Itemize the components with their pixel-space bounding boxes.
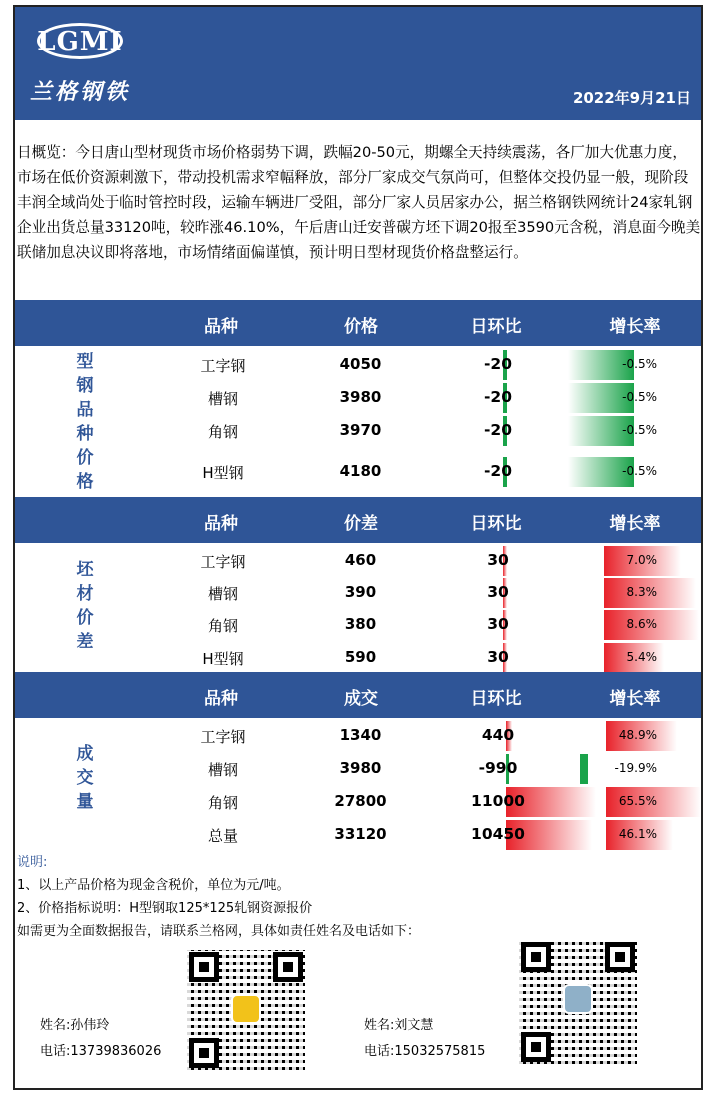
- row-change: [428, 818, 568, 851]
- report-date: 2022年9月21日: [572, 89, 691, 107]
- row-change: [428, 544, 568, 577]
- rate-value: 46.1%: [618, 827, 657, 841]
- category-label: 型 钢 品 种 价 格: [76, 352, 94, 492]
- table-row: [153, 348, 701, 381]
- notes-title: 说明:: [17, 855, 48, 870]
- row-value: 4180: [339, 462, 382, 480]
- column-header: 品种: [204, 689, 238, 709]
- lgmi-logo: [29, 19, 139, 109]
- rate-value: -0.5%: [622, 423, 657, 437]
- row-product: 工字钢: [200, 728, 246, 746]
- column-header: 价差: [344, 514, 378, 534]
- row-product: H型钢: [202, 464, 244, 482]
- contact-name: 姓名:刘文慧: [364, 1018, 434, 1033]
- row-change: [428, 348, 568, 381]
- table-row: [153, 414, 701, 447]
- row-change: [428, 381, 568, 414]
- row-growth-rate: [568, 752, 701, 785]
- rate-value: 7.0%: [626, 553, 657, 567]
- report-card: [13, 5, 703, 1090]
- rate-value: -0.5%: [622, 464, 657, 478]
- row-value: 27800: [334, 792, 387, 810]
- change-value: 440: [481, 726, 515, 744]
- change-value: 10450: [471, 825, 525, 843]
- row-value: 33120: [334, 825, 387, 843]
- row-change: [428, 455, 568, 488]
- change-value: 30: [487, 551, 509, 569]
- row-change: [428, 608, 568, 641]
- row-growth-rate: [568, 719, 701, 752]
- row-growth-rate: [568, 455, 701, 488]
- row-growth-rate: [568, 608, 701, 641]
- notes: [17, 851, 701, 943]
- row-value: 3970: [339, 421, 382, 439]
- row-value: 4050: [339, 355, 382, 373]
- logo-chinese-name: 兰格钢铁: [29, 80, 130, 105]
- logo-letters: LGMI: [37, 27, 123, 57]
- qr-code-1: [187, 950, 305, 1070]
- table-row: [153, 455, 701, 488]
- row-change: [428, 576, 568, 609]
- row-value: 3980: [339, 759, 382, 777]
- column-header: 品种: [204, 514, 238, 534]
- table-row: [153, 641, 701, 674]
- row-value: 390: [344, 583, 377, 601]
- rate-value: 8.3%: [626, 585, 657, 599]
- change-value: 11000: [471, 792, 525, 810]
- rate-value: 48.9%: [618, 728, 657, 742]
- qr-eye-icon: [605, 942, 635, 972]
- table-row: [153, 752, 701, 785]
- contact-2: [364, 1013, 485, 1065]
- column-header: 增长率: [609, 317, 661, 337]
- column-header: 日环比: [470, 317, 522, 337]
- change-value: 30: [487, 648, 509, 666]
- row-growth-rate: [568, 544, 701, 577]
- row-product: 角钢: [207, 423, 238, 441]
- row-value: 460: [344, 551, 377, 569]
- section-header: [15, 497, 701, 543]
- rate-value: 5.4%: [626, 650, 657, 664]
- row-product: 角钢: [207, 794, 238, 812]
- row-growth-rate: [568, 348, 701, 381]
- qr-avatar-flower-icon: [231, 994, 261, 1024]
- row-change: [428, 752, 568, 785]
- table-row: [153, 544, 701, 577]
- rate-value: -19.9%: [614, 761, 657, 775]
- row-product: 角钢: [207, 617, 238, 635]
- table-row: [153, 576, 701, 609]
- category-label: 坯 材 价 差: [76, 560, 94, 652]
- change-value: -20: [483, 388, 512, 406]
- row-value: 590: [344, 648, 377, 666]
- section-header: [15, 300, 701, 346]
- column-header: 日环比: [470, 514, 522, 534]
- column-header: 品种: [204, 317, 238, 337]
- row-growth-rate: [568, 785, 701, 818]
- table-row: [153, 381, 701, 414]
- row-change: [428, 785, 568, 818]
- category-label: 成 交 量: [76, 744, 94, 812]
- column-header: 成交: [344, 689, 378, 709]
- table-row: [153, 785, 701, 818]
- change-value: -20: [483, 421, 512, 439]
- contact-1: [40, 1013, 161, 1065]
- table-row: [153, 818, 701, 851]
- row-growth-rate: [568, 414, 701, 447]
- row-product: 工字钢: [200, 553, 246, 571]
- row-growth-rate: [568, 818, 701, 851]
- rate-value: 65.5%: [618, 794, 657, 808]
- row-product: 槽钢: [207, 585, 238, 603]
- contact-phone: 电话:15032575815: [364, 1044, 486, 1059]
- row-product: 工字钢: [200, 357, 246, 375]
- change-value: 30: [487, 583, 509, 601]
- qr-eye-icon: [521, 942, 551, 972]
- rate-value: -0.5%: [622, 357, 657, 371]
- row-product: H型钢: [202, 650, 244, 668]
- contact-phone: 电话:13739836026: [40, 1044, 162, 1059]
- rate-value: -0.5%: [622, 390, 657, 404]
- table-row: [153, 719, 701, 752]
- daily-summary: 日概览：今日唐山型材现货市场价格弱势下调，跌幅20-50元，期螺全天持续震荡，各厂加大优惠力度，市场在低价资源刺激下，带动投机需求窄幅释放，部分厂家成交气氛尚可，但整体交投仍显一般，现阶段丰润全域尚处于临时管控时段，运输车辆进厂受阻，部分厂家人员居家办公，据兰格钢铁网统计24家轧钢企业出货总量33120吨，较昨涨46.10%，午后唐山迁安普碳方坯下调20报至3590元含税，消息面今晚美联储加息决议即将落地，市场情绪面偏谨慎，预计明日型材现货价格盘整运行。: [17, 144, 701, 261]
- row-growth-rate: [568, 641, 701, 674]
- row-change: [428, 414, 568, 447]
- row-change: [428, 641, 568, 674]
- row-product: 总量: [207, 827, 238, 845]
- row-growth-rate: [568, 381, 701, 414]
- table-row: [153, 608, 701, 641]
- column-header: 增长率: [609, 689, 661, 709]
- rate-value: 8.6%: [626, 617, 657, 631]
- contact-name: 姓名:孙伟玲: [40, 1018, 110, 1033]
- qr-eye-icon: [521, 1032, 551, 1062]
- row-growth-rate: [568, 576, 701, 609]
- column-header: 价格: [344, 317, 378, 337]
- row-value: 3980: [339, 388, 382, 406]
- row-value: 380: [344, 615, 377, 633]
- row-product: 槽钢: [207, 761, 238, 779]
- qr-eye-icon: [189, 1038, 219, 1068]
- row-value: 1340: [339, 726, 382, 744]
- row-product: 槽钢: [207, 390, 238, 408]
- note-line-1: 1、以上产品价格为现金含税价，单位为元/吨。: [17, 878, 290, 893]
- qr-code-2: [519, 940, 637, 1064]
- report-header: [15, 7, 701, 120]
- change-value: -20: [483, 355, 512, 373]
- change-value: -20: [483, 462, 512, 480]
- change-value: 30: [487, 615, 509, 633]
- change-value: -990: [478, 759, 518, 777]
- note-line-3: 如需更为全面数据报告，请联系兰格网，具体如责任姓名及电话如下：: [17, 924, 421, 939]
- qr-eye-icon: [273, 952, 303, 982]
- qr-eye-icon: [189, 952, 219, 982]
- section-header: [15, 672, 701, 718]
- column-header: 日环比: [470, 689, 522, 709]
- row-change: [428, 719, 568, 752]
- column-header: 增长率: [609, 514, 661, 534]
- qr-avatar-photo-icon: [563, 984, 593, 1014]
- note-line-2: 2、价格指标说明：H型钢取125*125轧钢资源报价: [17, 901, 313, 916]
